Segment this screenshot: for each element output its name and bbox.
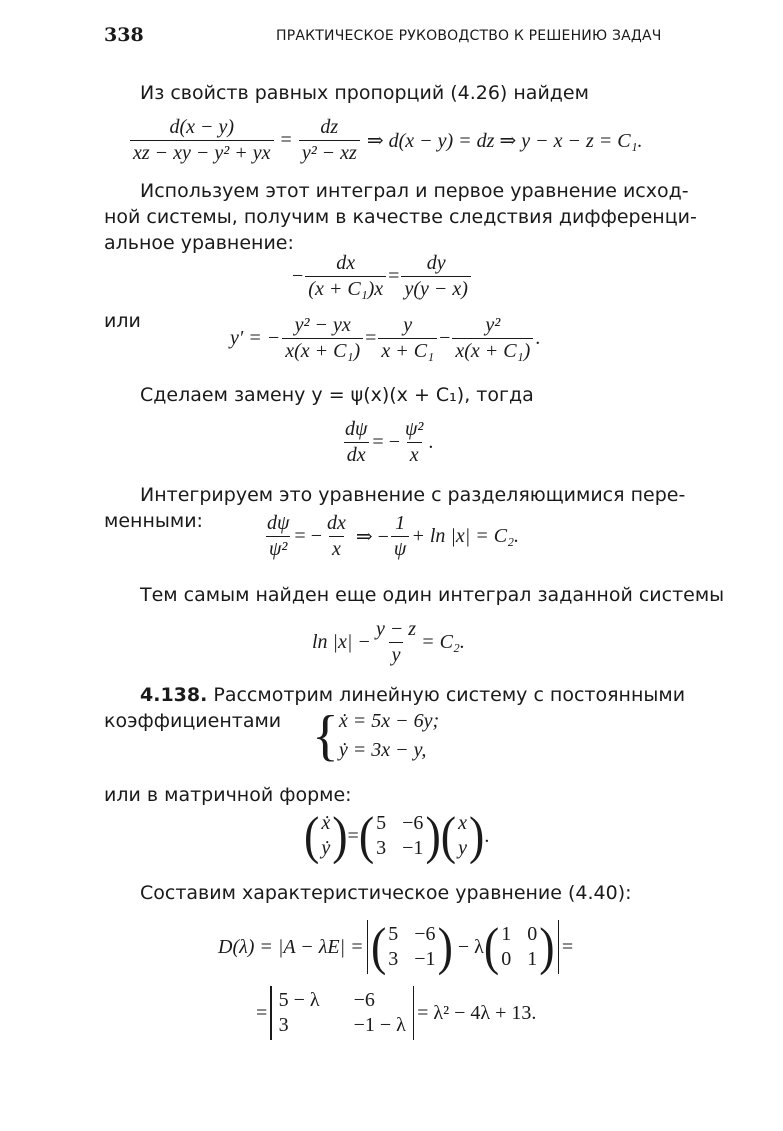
numerator: y — [403, 314, 413, 336]
paragraph-4-line-1: Интегрируем это уравнение с разделяющимися пере- — [140, 484, 686, 506]
paragraph-5: Тем самым найден еще один интеграл заданной системы — [140, 584, 725, 606]
fraction — [402, 418, 426, 467]
fraction — [130, 116, 274, 165]
matrix-cell: 1 — [527, 948, 538, 970]
matrix-cell: −6 — [414, 923, 436, 945]
matrix-cell: 5 — [388, 923, 399, 945]
matrix-cell: −1 — [402, 837, 424, 859]
equation-system — [312, 705, 440, 767]
matrix-cell: 3 — [278, 1014, 289, 1036]
denominator: xz − xy − y² + yx — [130, 140, 274, 165]
matrix-cell: 0 — [527, 923, 538, 945]
matrix-cell: 3 — [388, 948, 399, 970]
numerator: ψ² — [404, 418, 424, 440]
paragraph-2-line-1: Используем этот интеграл и первое уравнение исход- — [140, 180, 689, 202]
equation-6 — [312, 618, 465, 667]
determinant-equation-2: = 5 − λ −6 3 −1 − λ = λ² − 4λ + 13. — [256, 986, 536, 1040]
matrix-cell: −1 − λ — [353, 1014, 406, 1036]
matrix-cell: 3 — [376, 837, 387, 859]
fraction — [452, 314, 533, 363]
numerator: y² − yx — [294, 314, 351, 336]
equation-lhs: ln |x| − — [312, 631, 371, 653]
denominator: x + C₁ — [378, 338, 437, 363]
fraction — [391, 512, 409, 561]
numerator: dy — [426, 252, 446, 274]
denominator: x(x + C₁) — [282, 338, 363, 363]
fraction — [342, 418, 370, 467]
fraction — [324, 512, 349, 561]
numerator: y² — [485, 314, 501, 336]
denominator: ψ² — [266, 536, 290, 561]
equation-3: y′ = − $\frac{\text{y² − yx}}{\text{x(x + C₁)}}$ = $\frac{y}{\text{x + C₁}}$ − $\frac{\text{y²}}{\text{x(x + C₁)}}$ . — [230, 314, 541, 362]
page-number: 338 — [104, 24, 144, 46]
numerator: dz — [320, 116, 339, 138]
matrix-e: ( 1 0 0 1 ) — [483, 917, 555, 976]
paragraph-6-line-1 — [140, 684, 685, 706]
fraction — [282, 314, 363, 363]
numerator: dx — [336, 252, 356, 274]
system-line-1: ẋ = 5x − 6y; — [338, 710, 440, 732]
determinant-equation-1: D(λ) = |A − λE| = ( 5 −6 3 −1 ) − λ ( 1 0 0 1 ) = — [218, 917, 574, 976]
equation-2: − $\frac{dx}{\text{(x + C₁)x}}$ = $\frac{dy}{y(y - x)}$ — [292, 252, 473, 301]
matrix-equation: ( ẋ ẏ ) = ( 5 −6 3 −1 ) ( x y ) . — [304, 806, 490, 865]
matrix-cell: 1 — [501, 923, 512, 945]
fraction — [378, 314, 437, 363]
matrix-a: ( 5 −6 3 −1 ) — [358, 806, 441, 865]
equation-lhs: D(λ) = |A − λE| = — [218, 935, 364, 958]
vector-xy: ( x y ) — [440, 806, 485, 865]
fraction — [305, 252, 386, 301]
equation-tail: ⇒ d(x − y) = dz ⇒ y − x − z = C₁. — [366, 130, 643, 152]
paragraph-1: Из свойств равных пропорций (4.26) найдем — [140, 82, 589, 104]
paragraph-7: Составим характеристическое уравнение (4.40): — [140, 882, 632, 904]
fraction — [401, 252, 470, 301]
system-line-2: ẏ = 3x − y, — [338, 739, 427, 761]
numerator: dψ — [267, 512, 290, 534]
fraction — [264, 512, 292, 561]
problem-number: 4.138. — [140, 684, 208, 706]
numerator: dψ — [345, 418, 368, 440]
equation-1: $\frac{d(x - y)}{\text{xz − xy − y² + yx}}$ = $\frac{dz}{\text{y² − xz}}$ ⇒ d(x − y) = dz ⇒ y − x − z = C₁. — [128, 116, 643, 165]
paragraph-2-line-3: альное уравнение: — [104, 232, 294, 254]
equation-lhs: y′ = − — [230, 327, 281, 349]
numerator: dx — [326, 512, 346, 534]
equation-4: $\frac{d\psi}{dx}$ = − $\frac{\text{ψ²}}{x}$ . — [340, 418, 433, 467]
numerator: y − z — [375, 618, 417, 640]
numerator: d(x − y) — [169, 116, 235, 138]
paragraph-6-text: Рассмотрим линейную систему с постоянными — [213, 684, 686, 706]
matrix-cell: 5 — [376, 812, 387, 834]
brace-icon: { — [312, 705, 339, 767]
fraction — [299, 116, 360, 165]
running-title: ПРАКТИЧЕСКОЕ РУКОВОДСТВО К РЕШЕНИЮ ЗАДАЧ — [276, 28, 662, 44]
matrix-a: ( 5 −6 3 −1 ) — [370, 917, 453, 976]
paragraph-6-line-2: коэффициентами — [104, 710, 282, 732]
matrix-cell: −6 — [353, 989, 375, 1011]
equation-tail: + ln |x| = C₂. — [411, 525, 520, 547]
denominator: y² − xz — [299, 140, 360, 165]
denominator: x — [407, 442, 422, 467]
matrix-cell: y — [458, 837, 467, 859]
paragraph-4-line-2: менными: — [104, 510, 203, 532]
denominator: x — [329, 536, 344, 561]
paragraph-2-line-2: ной системы, получим в качестве следствия дифференци- — [104, 206, 697, 228]
matrix-cell: 5 − λ — [278, 989, 320, 1011]
fraction — [373, 618, 419, 667]
matrix-cell: ẏ — [321, 837, 331, 859]
equation-tail: = C₂. — [421, 631, 465, 653]
equation-tail: = λ² − 4λ + 13. — [417, 1001, 537, 1024]
denominator: x(x + C₁) — [452, 338, 533, 363]
denominator: y(y − x) — [401, 276, 470, 301]
denominator: y — [389, 642, 404, 667]
matrix-cell: 0 — [501, 948, 512, 970]
denominator: dx — [344, 442, 369, 467]
matrix-cell: −6 — [402, 812, 424, 834]
denominator: ψ — [391, 536, 409, 561]
equation-5: $\frac{d\psi}{\text{ψ²}}$ = − $\frac{dx}{x}$ ⇒ − $\frac{1}{\psi}$ + ln |x| = C₂. — [262, 512, 519, 561]
word-or: или — [104, 310, 141, 332]
denominator: (x + C₁)x — [305, 276, 386, 301]
matrix-cell: x — [458, 812, 467, 834]
matrix-cell: ẋ — [321, 812, 331, 834]
numerator: 1 — [395, 512, 406, 534]
paragraph-3: Сделаем замену y = ψ(x)(x + C₁), тогда — [140, 384, 534, 406]
matrix-cell: −1 — [414, 948, 436, 970]
vector-derivative: ( ẋ ẏ ) — [304, 806, 348, 865]
paragraph-or-matrix: или в матричной форме: — [104, 784, 352, 806]
